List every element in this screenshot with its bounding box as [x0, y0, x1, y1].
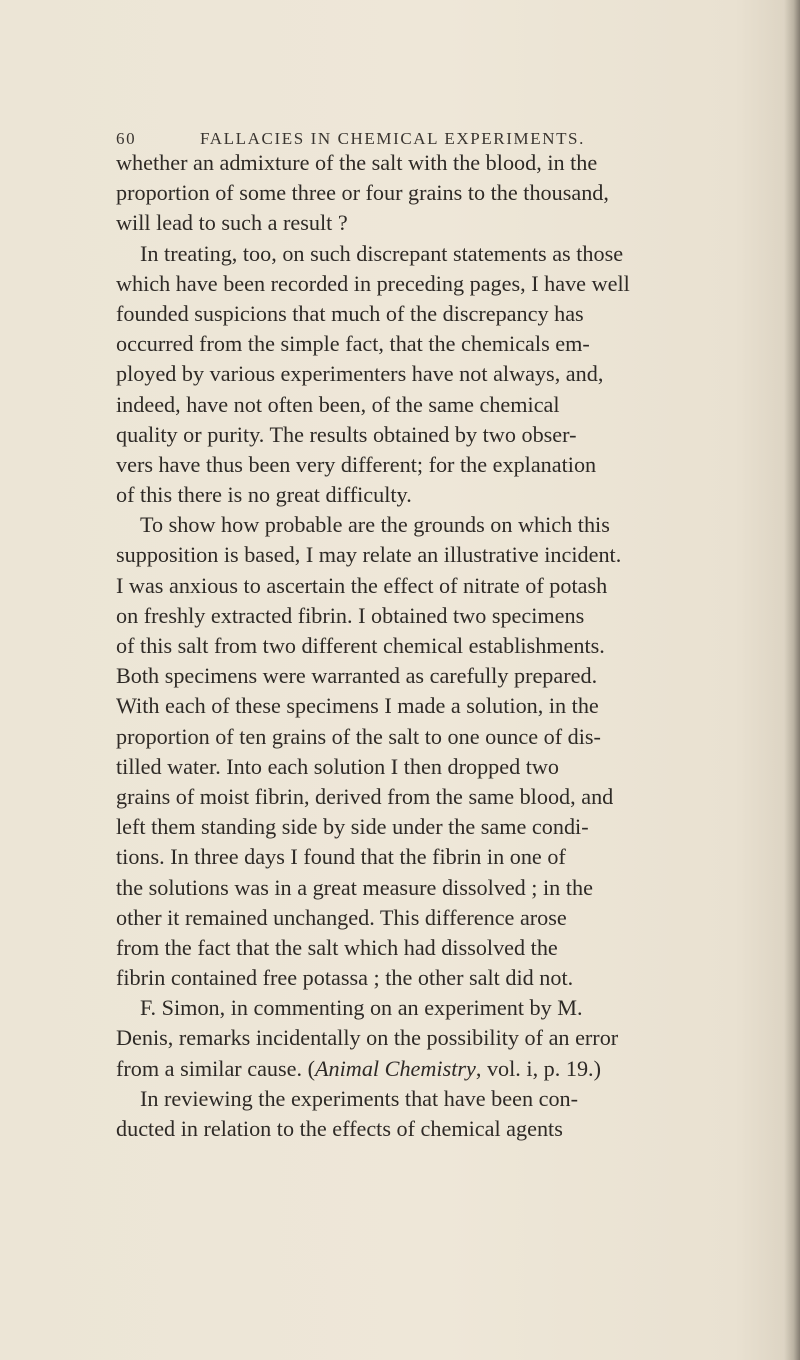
text-line: on freshly extracted fibrin. I obtained two specimens — [116, 602, 585, 628]
text-line: of this there is no great difficulty. — [116, 482, 412, 508]
text-line: from the fact that the salt which had dissolved the — [116, 934, 558, 960]
text-line: ployed by various experimenters have not always, and, — [116, 361, 604, 387]
text-line: occurred from the simple fact, that the chemicals em- — [116, 331, 590, 357]
page-edge-shadow — [784, 0, 800, 1360]
text-line: grains of moist fibrin, derived from the same blood, and — [116, 783, 614, 809]
text-line: the solutions was in a great measure dissolved ; in the — [116, 874, 593, 900]
text-line: indeed, have not often been, of the same chemical — [116, 391, 560, 417]
text-line: In treating, too, on such discrepant statements as those — [140, 240, 624, 266]
text-line: ducted in relation to the effects of chemical agents — [116, 1116, 563, 1141]
text-line: founded suspicions that much of the discrepancy has — [116, 300, 584, 326]
text-line: will lead to such a result ? — [116, 210, 348, 236]
text-line: To show how probable are the grounds on which this — [140, 512, 610, 538]
text-line: Denis, remarks incidentally on the possibility of an error — [116, 1025, 619, 1051]
citation-prefix: from a similar cause. ( — [116, 1055, 315, 1081]
body-text — [116, 148, 796, 1144]
text-line: fibrin contained free potassa ; the other salt did not. — [116, 965, 574, 991]
text-line: vers have thus been very different; for the explanation — [116, 451, 597, 477]
text-line: I was anxious to ascertain the effect of nitrate of potash — [116, 572, 608, 598]
text-line: other it remained unchanged. This difference arose — [116, 904, 567, 930]
text-line: left them standing side by side under the same condi- — [116, 814, 589, 840]
text-line: quality or purity. The results obtained by two obser- — [116, 421, 577, 447]
text-line: supposition is based, I may relate an illustrative incident. — [116, 542, 622, 568]
text-line: tions. In three days I found that the fibrin in one of — [116, 844, 566, 870]
text-line-citation — [116, 1054, 796, 1084]
text-line: which have been recorded in preceding pages, I have well — [116, 270, 630, 296]
text-line: proportion of some three or four grains to the thousand, — [116, 180, 609, 206]
text-line: tilled water. Into each solution I then dropped two — [116, 753, 560, 779]
text-line: proportion of ten grains of the salt to one ounce of dis- — [116, 723, 601, 749]
text-line: F. Simon, in commenting on an experiment by M. — [140, 995, 583, 1021]
text-line: of this salt from two different chemical establishments. — [116, 633, 605, 658]
text-line: whether an admixture of the salt with the blood, in the — [116, 150, 598, 175]
book-title-italic: Animal Chemistry — [315, 1055, 476, 1081]
page-number: 60 — [116, 129, 137, 148]
text-line: Both specimens were warranted as carefully prepared. — [116, 663, 598, 689]
running-head-title: FALLACIES IN CHEMICAL EXPERIMENTS. — [200, 129, 585, 148]
text-line: With each of these specimens I made a solution, in the — [116, 693, 599, 719]
text-line: In reviewing the experiments that have been con- — [140, 1085, 579, 1111]
citation-suffix: , vol. i, p. 19.) — [475, 1055, 601, 1081]
